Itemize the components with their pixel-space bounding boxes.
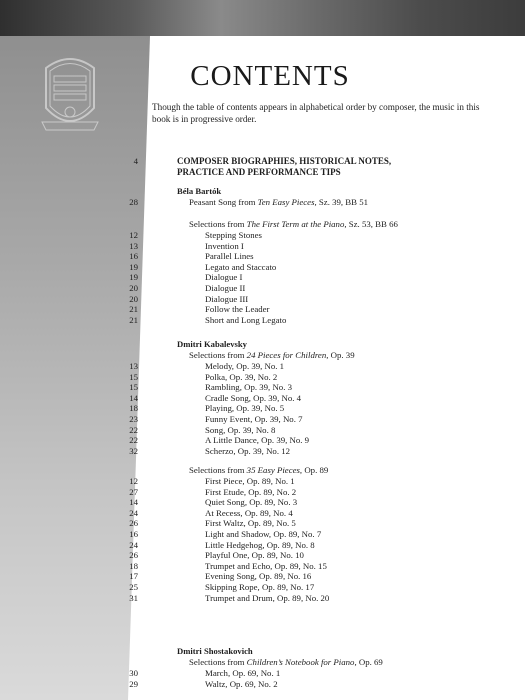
piece-title: Light and Shadow, Op. 89, No. 7 — [205, 529, 322, 539]
page-number: 28 — [129, 197, 138, 207]
page-number: 30 — [129, 668, 138, 678]
piece-title: Follow the Leader — [205, 304, 270, 315]
piece-title: Quiet Song, Op. 89, No. 3 — [205, 497, 298, 508]
piece-title: Skipping Rope, Op. 89, No. 17 — [205, 582, 315, 592]
page-number: 20 — [129, 283, 138, 293]
page-number: 12 — [129, 476, 138, 486]
piece-title: Funny Event, Op. 39, No. 7 — [205, 414, 303, 424]
page-number: 29 — [129, 678, 138, 689]
selection-heading: Selections from Children’s Notebook for Piano, Op. 69 — [189, 657, 383, 667]
page-number: 18 — [129, 403, 138, 414]
piece-title: Legato and Staccato — [205, 261, 277, 272]
piece-title: Melody, Op. 39, No. 1 — [205, 361, 285, 371]
piece-title: First Waltz, Op. 89, No. 5 — [205, 518, 296, 529]
page-number: 14 — [129, 497, 138, 508]
selection-heading: Selections from 35 Easy Pieces, Op. 89 — [189, 465, 329, 475]
piece-title: Stepping Stones — [205, 230, 262, 240]
piece-title: Waltz, Op. 69, No. 2 — [205, 678, 278, 689]
page-number: 20 — [129, 293, 138, 304]
page-number: 16 — [129, 251, 138, 262]
piece-title: Playing, Op. 39, No. 5 — [205, 403, 285, 414]
page-number: 14 — [129, 392, 138, 403]
page-number: 26 — [129, 518, 138, 529]
page-number: 26 — [129, 550, 138, 561]
selection-heading: Selections from 24 Pieces for Children, Op. 39 — [189, 350, 355, 360]
piece-title: Dialogue I — [205, 272, 243, 283]
page-number: 13 — [129, 240, 138, 251]
page-number: 22 — [129, 424, 138, 435]
composer-name: Dmitri Kabalevsky — [177, 339, 247, 349]
composer-name: Dmitri Shostakovich — [177, 646, 253, 656]
piece-title: Song, Op. 39, No. 8 — [205, 424, 276, 435]
piece-title: Invention I — [205, 240, 244, 251]
page-number: 21 — [129, 314, 138, 325]
page-number: 25 — [129, 582, 138, 592]
piece-title: Cradle Song, Op. 39, No. 4 — [205, 392, 302, 403]
piece-title: Dialogue III — [205, 293, 249, 304]
piece-title: March, Op. 69, No. 1 — [205, 668, 281, 678]
piece-title: Trumpet and Echo, Op. 89, No. 15 — [205, 560, 327, 571]
page-number: 24 — [129, 507, 138, 518]
page-number: 31 — [129, 592, 138, 603]
piece-title: At Recess, Op. 89, No. 4 — [205, 507, 293, 518]
piece-title: Polka, Op. 39, No. 2 — [205, 371, 278, 382]
section-heading: COMPOSER BIOGRAPHIES, HISTORICAL NOTES, — [177, 156, 392, 166]
piece-title: Evening Song, Op. 89, No. 16 — [205, 571, 312, 582]
page-number: 16 — [129, 529, 138, 539]
composer-name: Béla Bartók — [177, 186, 222, 196]
page-number: 19 — [129, 261, 138, 272]
entry-title: Peasant Song from Ten Easy Pieces, Sz. 39, BB 51 — [189, 197, 369, 207]
page-number: 23 — [129, 414, 138, 424]
page-number: 22 — [129, 435, 138, 446]
page-number: 12 — [129, 230, 138, 240]
piece-title: Rambling, Op. 39, No. 3 — [205, 382, 292, 393]
piece-title: First Etude, Op. 89, No. 2 — [205, 486, 297, 497]
piece-title: Trumpet and Drum, Op. 89, No. 20 — [205, 592, 330, 603]
selection-heading: Selections from The First Term at the Piano, Sz. 53, BB 66 — [189, 219, 398, 229]
page-number: 15 — [129, 382, 138, 393]
piece-title: Little Hedgehog, Op. 89, No. 8 — [205, 539, 315, 550]
page-number: 21 — [129, 304, 138, 315]
page-title: CONTENTS — [190, 60, 350, 92]
page-number: 15 — [129, 371, 138, 382]
piece-title: Dialogue II — [205, 283, 246, 293]
piece-title: First Piece, Op. 89, No. 1 — [205, 476, 295, 486]
page-number: 4 — [133, 156, 138, 166]
intro-paragraph: Though the table of contents appears in alphabetical order by composer, the music in this book is in progressive order. — [152, 102, 480, 124]
piece-title: Short and Long Legato — [205, 314, 287, 325]
page-number: 27 — [129, 486, 138, 497]
piece-title: Parallel Lines — [205, 251, 254, 262]
page-number: 24 — [129, 539, 138, 550]
piece-title: A Little Dance, Op. 39, No. 9 — [205, 435, 310, 446]
page-number: 19 — [129, 272, 138, 283]
page-number: 17 — [129, 571, 138, 582]
page-number: 32 — [129, 445, 138, 456]
section-heading: PRACTICE AND PERFORMANCE TIPS — [177, 167, 341, 177]
piece-title: Scherzo, Op. 39, No. 12 — [205, 445, 291, 456]
piece-title: Playful One, Op. 89, No. 10 — [205, 550, 304, 561]
page-number: 18 — [129, 560, 138, 571]
page-number: 13 — [129, 361, 138, 371]
